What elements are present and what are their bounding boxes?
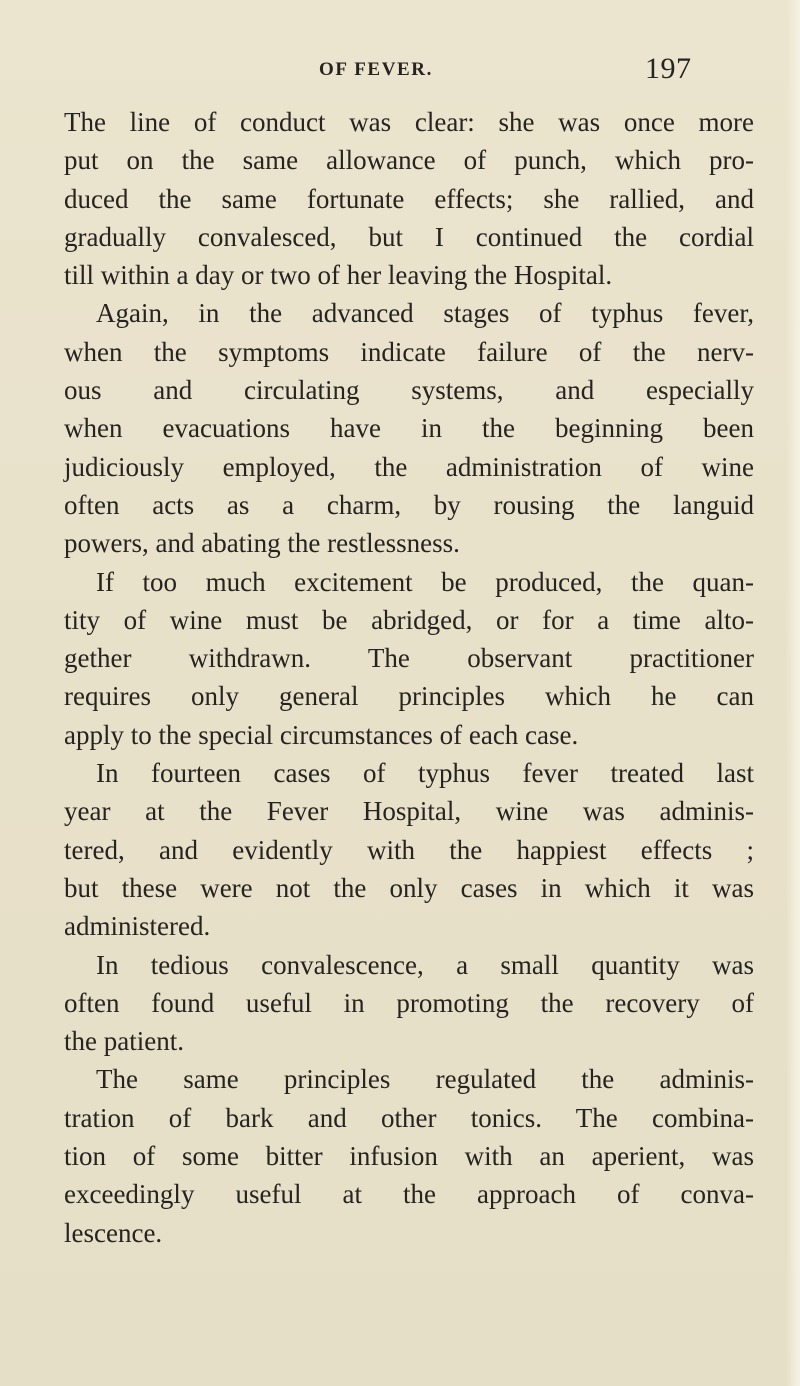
text-line: when the symptoms indicate failure of the nerv- <box>64 336 754 367</box>
text-line: when evacuations have in the beginning been <box>64 413 754 444</box>
text-line: apply to the special circumstances of each case. <box>64 719 579 750</box>
text-line: duced the same fortunate effects; she rallied, and <box>64 183 754 214</box>
text-line: tion of some bitter infusion with an aperient, was <box>64 1141 754 1172</box>
text-line: exceedingly useful at the approach of conva- <box>64 1179 754 1210</box>
text-line: till within a day or two of her leaving the Hospital. <box>64 260 613 291</box>
running-head <box>0 51 800 91</box>
text-line: The line of conduct was clear: she was once more <box>64 107 754 137</box>
text-line: administered. <box>64 911 211 942</box>
paragraph-start-line: Again, in the advanced stages of typhus fever, <box>96 298 754 329</box>
text-line: put on the same allowance of punch, which pro- <box>64 145 754 176</box>
paragraph-start-line: In tedious convalescence, a small quantity was <box>96 949 754 980</box>
text-line: often found useful in promoting the recovery of <box>64 987 754 1018</box>
text-line: lescence. <box>64 1217 163 1248</box>
text-line: tered, and evidently with the happiest effects ; <box>64 834 754 865</box>
text-line: gradually convalesced, but I continued the cordial <box>64 221 754 252</box>
text-line: tity of wine must be abridged, or for a time alto- <box>64 604 754 635</box>
text-line: ous and circulating systems, and especially <box>64 375 754 406</box>
text-line: often acts as a charm, by rousing the languid <box>64 489 754 520</box>
running-title: OF FEVER. <box>319 59 433 80</box>
paragraph-start-line: In fourteen cases of typhus fever treated last <box>96 758 754 789</box>
text-line: tration of bark and other tonics. The combina- <box>64 1102 754 1133</box>
body-text <box>64 103 754 1252</box>
text-line: the patient. <box>64 1026 184 1057</box>
text-line: requires only general principles which he can <box>64 681 754 712</box>
paragraph-start-line: If too much excitement be produced, the quan- <box>96 566 754 597</box>
text-line: powers, and abating the restlessness. <box>64 528 460 559</box>
page-number: 197 <box>645 52 692 85</box>
page-edge <box>786 0 800 1386</box>
text-line: judiciously employed, the administration of wine <box>64 451 754 482</box>
text-line: but these were not the only cases in which it was <box>64 872 754 903</box>
paragraph-start-line: The same principles regulated the adminis- <box>96 1064 754 1095</box>
text-line: year at the Fever Hospital, wine was adminis- <box>64 796 754 827</box>
text-line: gether withdrawn. The observant practitioner <box>64 643 754 674</box>
